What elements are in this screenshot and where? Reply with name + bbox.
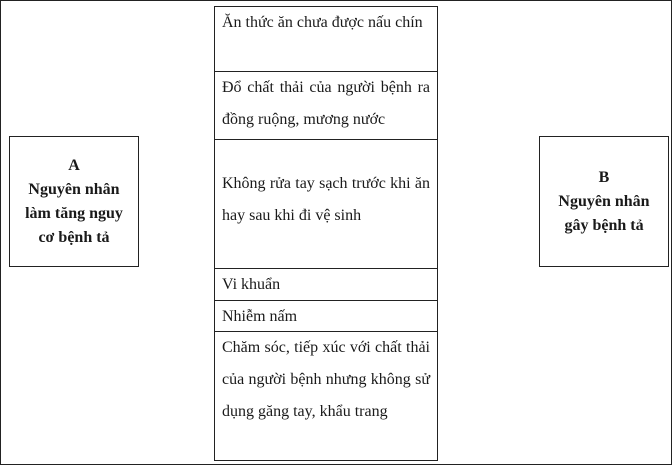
table-row: Đổ chất thải của người bệnh ra đồng ruộng, mương nước	[215, 71, 437, 139]
box-b-letter: B	[598, 168, 610, 186]
table-row: Nhiễm nấm	[215, 300, 437, 331]
box-a-line-3: cơ bệnh tả	[38, 228, 110, 246]
box-b	[539, 136, 669, 267]
box-a-line-2: làm tăng nguy	[25, 204, 123, 222]
box-a	[9, 136, 139, 267]
table-row: Vi khuẩn	[215, 268, 437, 300]
table-row: Không rửa tay sạch trước khi ăn hay sau khi đi vệ sinh	[215, 139, 437, 268]
table-row: Chăm sóc, tiếp xúc với chất thải của người bệnh nhưng không sử dụng găng tay, khẩu trang	[215, 331, 437, 460]
box-a-line-1: Nguyên nhân	[28, 180, 120, 198]
box-a-letter: A	[68, 156, 80, 174]
box-b-line-1: Nguyên nhân	[558, 192, 650, 210]
middle-table	[214, 6, 438, 461]
box-b-line-2: gây bệnh tả	[564, 216, 644, 234]
table-row: Ăn thức ăn chưa được nấu chín	[222, 14, 423, 31]
